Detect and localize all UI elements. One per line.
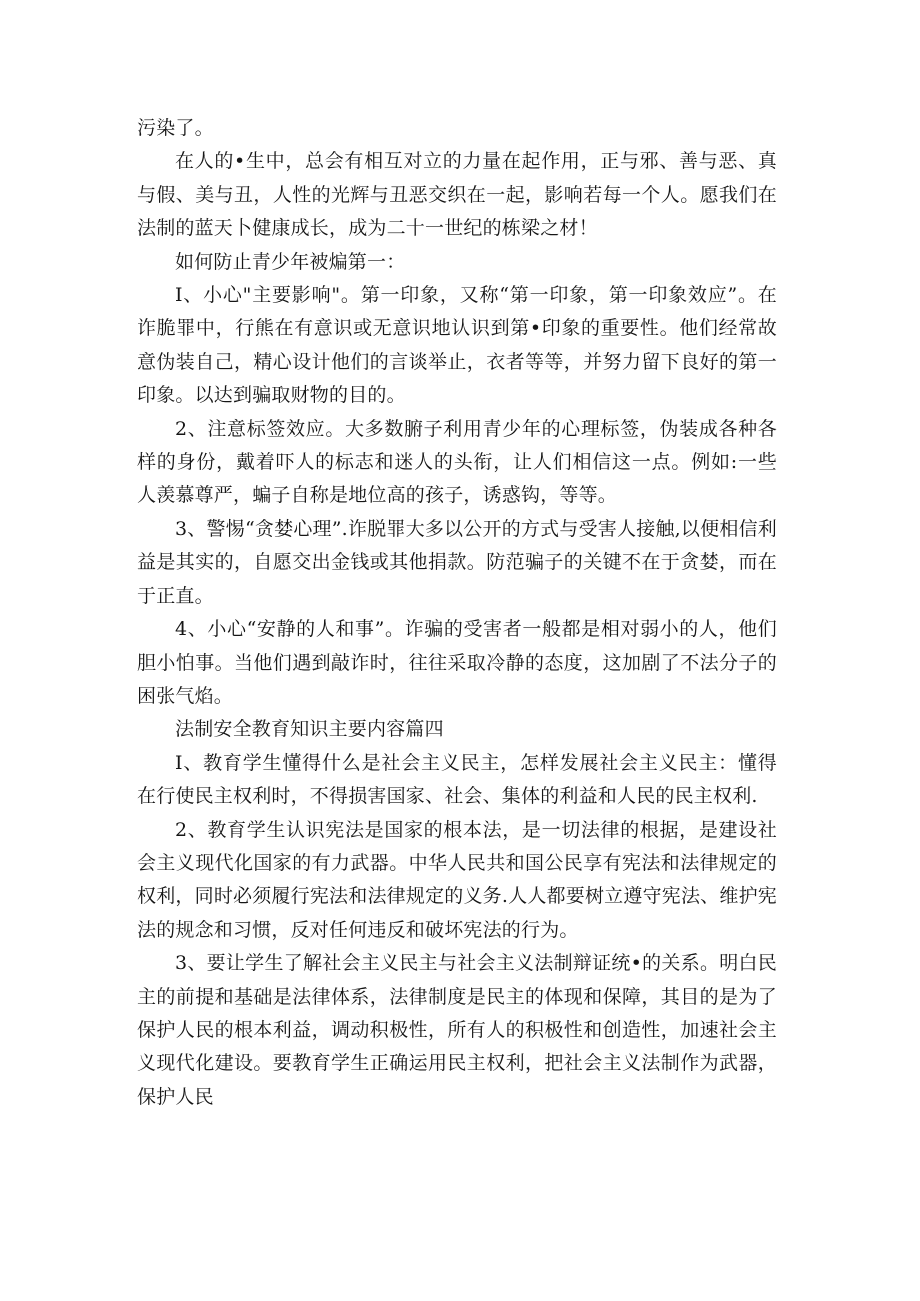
paragraph-edu-item-2: 2、教育学生认识宪法是国家的根本法，是一切法律的根据，是建设社会主义现代化国家的有力武器。中华人民共和国公民享有宪法和法律规定的权利，同时必须履行宪法和法律规定的义务.人人都要树立遵守宪法、维护宪法的规念和习惯，反对任何违反和破坏宪法的行为。 <box>137 818 777 941</box>
section-heading-part-four: 法制安全教育知识主要内容篇四 <box>175 718 444 741</box>
paragraph-conclusion: 在人的•生中，总会有相互对立的力量在起作用，正与邪、善与恶、真与假、美与丑，人性的光辉与丑恶交织在一起，影响若每一个人。愿我们在法制的蓝天卜健康成长，成为二十一世纪的栋梁之材！ <box>137 150 777 240</box>
paragraph-item-4: 4、小心“安静的人和事”。诈骗的受害者一般都是相对弱小的人，他们胆小怕事。当他们遇到敲诈时，往往采取冷静的态度，这加剧了不法分子的困张气焰。 <box>137 618 777 707</box>
paragraph-item-3: 3、警惕“贪婪心理”.诈脱罪大多以公开的方式与受害人接触,以便相信利益是其实的，自愿交出金钱或其他捐款。防范骗子的关键不在于贪婪，而在于正直。 <box>137 517 777 607</box>
document-page <box>137 112 777 1114</box>
section-heading-fraud-prevention: 如何防止青少年被煸第一： <box>175 250 406 273</box>
paragraph-item-1: I、小心"主要影响"。第一印象，又称“第一印象，第一印象效应”。在诈脆罪中，行熊在有意识或无意识地认识到第•印象的重要性。他们经常故意伪装自己，精心设计他们的言谈举止，衣者等等，并努力留下良好的第一印象。以达到骗取财物的目的。 <box>137 284 777 407</box>
paragraph-item-2: 2、注意标签效应。大多数腑子利用青少年的心理标签，伪装成各种各样的身份，戴着吓人的标志和迷人的头衔，让人们相信这一点。例如:一些人羡慕尊严，蝙子自称是地位高的孩子，诱惑钩，等等。 <box>137 417 777 507</box>
paragraph-edu-item-1: I、教育学生懂得什么是社会主义民主，怎样发展社会主义民主：懂得在行使民主权利时，不得损害国家、社会、集体的利益和人民的民主权利. <box>137 751 777 808</box>
paragraph-edu-item-3: 3、要让学生了解社会主义民主与社会主义法制辩证统•的关系。明白民主的前提和基础是法律体系，法律制度是民主的体现和保障，其目的是为了保护人民的根本利益，调动积极性，所有人的积极性和创造性，加速社会主义现代化建设。要教育学生正确运用民主权利，把社会主义法制作为武器，保护人民 <box>137 952 777 1108</box>
paragraph-continuation: 污染了。 <box>137 117 214 139</box>
